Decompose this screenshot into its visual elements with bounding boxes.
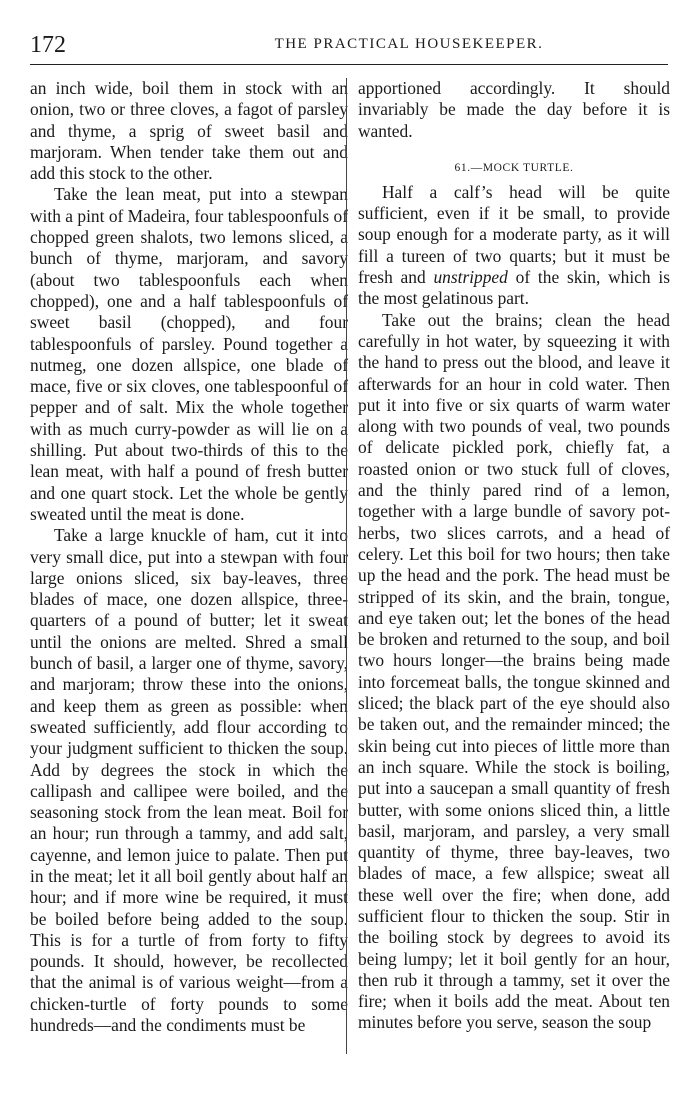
page-number: 172 [30,32,66,58]
paragraph-apportioned: apportioned accordingly. It should invariably be made the day before it is wanted. [358,78,670,141]
text-span: of the skin, which is the most gelatinous part. [358,267,670,309]
paragraph-continued: an inch wide, boil them in stock with an onion, two or three cloves, a fagot of parsley and thyme, a sprig of sweet basil and marjoram. When tender take them out and add this stock to the other. [30,78,348,184]
paragraph-brains: Take out the brains; clean the head carefully in hot water, by squeezing it with the hand to press out the blood, and leave it afterwards for an hour in cold water. Then put it into five or six quarts of warm water along with two pounds of veal, two pounds of delicate pickled pork, chiefly fat, a roasted onion or two stuck full of cloves, and the thinly pared rind of a lemon, together with a large bundle of savory pot-herbs, two slices carrots, and a head of celery. Let this boil for two hours; then take up the head and the pork. The head must be stripped of its skin, and the brain, tongue, and eye taken out; let the bones of the head be broken and returned to the soup, and boil two hours longer—the brains being made into forcemeat balls, the tongue skinned and sliced; the black part of the eye should also be taken out, and the remainder minced; the skin being cut into pieces of little more than an inch square. While the stock is boiling, put into a saucepan a small quantity of fresh butter, with some onions sliced thin, a little basil, marjoram, and parsley, a very small quantity of thyme, three bay-leaves, two blades of mace, a few allspice; sweat all these well over the fire; when done, add sufficient flour to thicken the soup. Stir in the boiling stock by degrees to avoid its being lumpy; let it boil gently for an hour, then rub it through a tammy, set it over the fire; when it boils add the meat. About ten minutes before you serve, season the soup [358,309,670,1033]
italic-word: unstripped [433,267,508,288]
text-span: Half a calf’s head will be quite sufficient, even if it be small, to provide soup enough for a moderate party, as it will fill a tureen of two quarts; but it must be fresh and [358,181,670,288]
page-header [30,30,668,65]
right-column [358,78,670,1034]
running-title: THE PRACTICAL HOUSEKEEPER. [274,36,544,52]
left-column [30,78,348,1036]
paragraph-ham: Take a large knuckle of ham, cut it into very small dice, put into a stewpan with four large onions sliced, six bay-leaves, three blades of mace, one dozen allspice, three-quarters of a pound of butter; let it sweat until the onions are melted. Shred a small bunch of basil, a larger one of thyme, savory, and marjoram; throw these into the onions, and keep them as green as possible: when sweated sufficiently, add flour according to your judgment sufficient to thicken the soup. Add by degrees the stock in which the callipash and callipee were boiled, and the seasoning stock from the lean meat. Boil for an hour; run through a tammy, and add salt, cayenne, and lemon juice to palate. Then put in the meat; let it all boil gently about half an hour; and if more wine be required, it must be boiled before being added to the soup. This is for a turtle of from forty to fifty pounds. It should, however, be recollected that the animal is of various weight—from a chicken-turtle of forty pounds to some hundreds—and the condiments must be [30,525,348,1036]
column-divider [346,78,347,1054]
section-heading-mock-turtle: 61.—MOCK TURTLE. [454,161,574,174]
paragraph-lean-meat: Take the lean meat, put into a stewpan with a pint of Madeira, four tablespoonfuls of chopped green shalots, two lemons sliced, a bunch of thyme, marjoram, and savory (about two tablespoonfuls each when chopped), one and a half tablespoonfuls of sweet basil (chopped), and four tablespoonfuls of parsley. Pound together a nutmeg, one dozen allspice, one blade of mace, five or six cloves, one tablespoonful of pepper and of salt. Mix the whole together with as much curry-powder as will lie on a shilling. Put about two-thirds of this to the lean meat, with half a pound of fresh butter and one quart stock. Let the whole be gently sweated until the meat is done. [30,184,348,524]
paragraph-calfs-head [358,182,670,310]
